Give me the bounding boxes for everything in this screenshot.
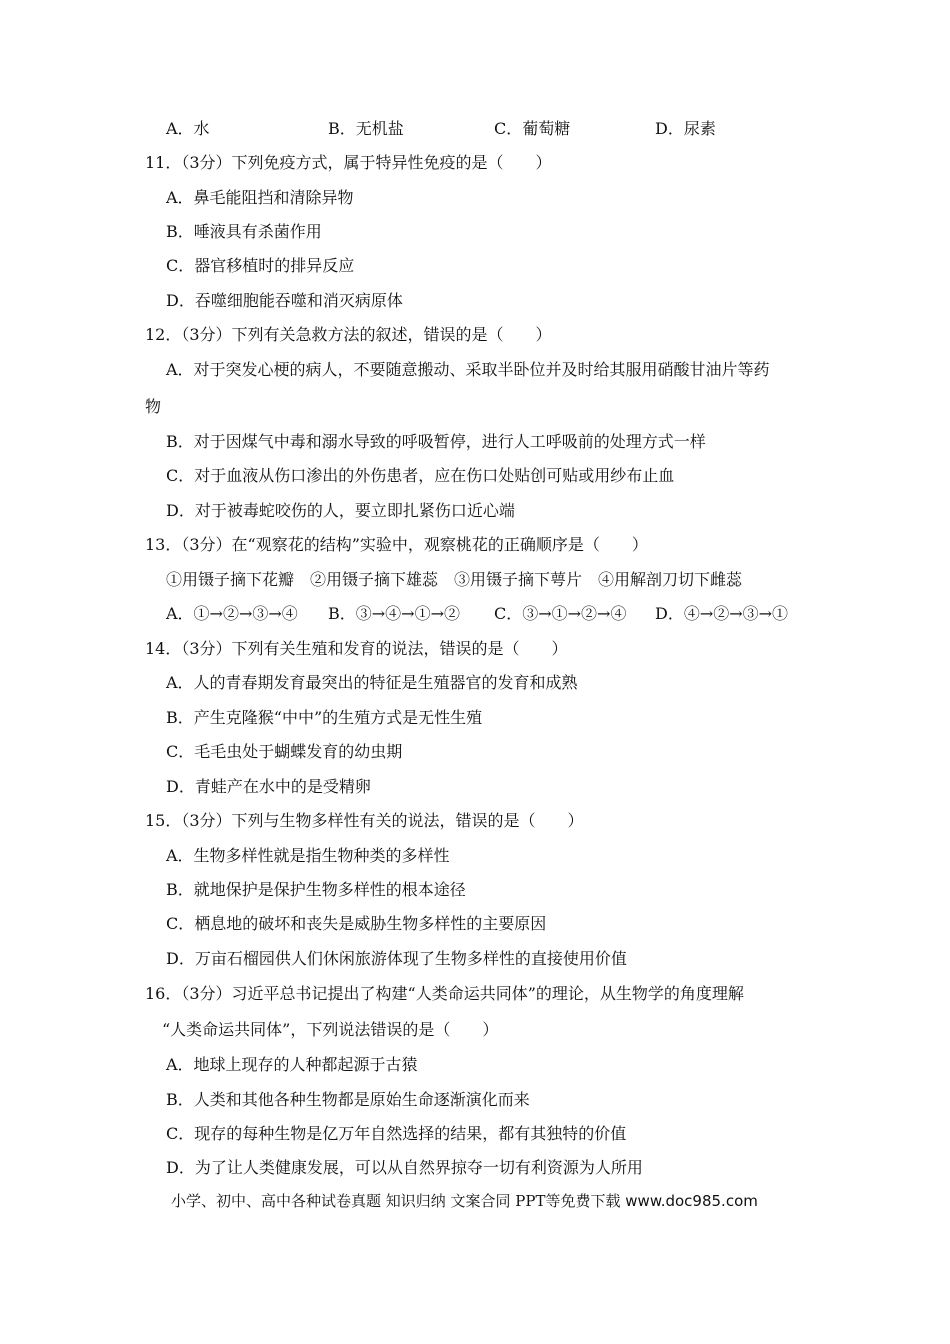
q10-option-a: A．水 xyxy=(166,119,210,138)
q16-stem-line2: “人类命运共同体”，下列说法错误的是（ ） xyxy=(162,1020,499,1039)
q11-option-b: B．唾液具有杀菌作用 xyxy=(166,222,322,241)
q13-stem: 13．（3分）在“观察花的结构”实验中，观察桃花的正确顺序是（ ） xyxy=(145,535,648,554)
q11-option-c: C．器官移植时的排异反应 xyxy=(166,256,355,275)
q11-stem: 11．（3分）下列免疫方式，属于特异性免疫的是（ ） xyxy=(145,153,552,172)
q16-option-d: D．为了让人类健康发展，可以从自然界掠夺一切有利资源为人所用 xyxy=(166,1158,643,1177)
q15-option-d: D．万亩石榴园供人们休闲旅游体现了生物多样性的直接使用价值 xyxy=(166,949,627,968)
q15-stem: 15．（3分）下列与生物多样性有关的说法，错误的是（ ） xyxy=(145,811,584,830)
q16-option-a: A．地球上现存的人种都起源于古猿 xyxy=(166,1055,418,1074)
q14-option-b: B．产生克隆猴“中中”的生殖方式是无性生殖 xyxy=(166,708,483,727)
q16-stem-line1: 16．（3分）习近平总书记提出了构建“人类命运共同体”的理论，从生物学的角度理解 xyxy=(145,984,744,1003)
q10-option-d: D．尿素 xyxy=(655,119,716,138)
q11-option-a: A．鼻毛能阻挡和清除异物 xyxy=(166,188,354,207)
q10-option-c: C．葡萄糖 xyxy=(494,119,571,138)
footer-text: 小学、初中、高中各种试卷真题 知识归纳 文案合同 PPT等免费下载 xyxy=(171,1192,621,1210)
q12-option-a-line2: 物 xyxy=(145,397,162,416)
q16-option-b: B．人类和其他各种生物都是原始生命逐渐演化而来 xyxy=(166,1090,530,1109)
q14-option-a: A．人的青春期发育最突出的特征是生殖器官的发育和成熟 xyxy=(166,673,578,692)
q13-option-b: B．③→④→①→② xyxy=(328,604,460,623)
q13-steps: ①用镊子摘下花瓣 ②用镊子摘下雄蕊 ③用镊子摘下萼片 ④用解剖刀切下雌蕊 xyxy=(166,570,743,589)
q14-option-c: C．毛毛虫处于蝴蝶发育的幼虫期 xyxy=(166,742,403,761)
q12-option-a-line1: A．对于突发心梗的病人，不要随意搬动、采取半卧位并及时给其服用硝酸甘油片等药 xyxy=(166,360,770,379)
page-footer xyxy=(171,1190,758,1211)
q13-option-a: A．①→②→③→④ xyxy=(166,604,298,623)
q13-option-d: D．④→②→③→① xyxy=(655,604,789,623)
q12-option-c: C．对于血液从伤口渗出的外伤患者，应在伤口处贴创可贴或用纱布止血 xyxy=(166,466,675,485)
q15-option-b: B．就地保护是保护生物多样性的根本途径 xyxy=(166,880,466,899)
q15-option-c: C．栖息地的破坏和丧失是威胁生物多样性的主要原因 xyxy=(166,914,547,933)
q13-option-c: C．③→①→②→④ xyxy=(494,604,627,623)
q12-option-b: B．对于因煤气中毒和溺水导致的呼吸暂停，进行人工呼吸前的处理方式一样 xyxy=(166,432,706,451)
q15-option-a: A．生物多样性就是指生物种类的多样性 xyxy=(166,846,450,865)
q12-option-d: D．对于被毒蛇咬伤的人，要立即扎紧伤口近心端 xyxy=(166,501,515,520)
q16-option-c: C．现存的每种生物是亿万年自然选择的结果，都有其独特的价值 xyxy=(166,1124,627,1143)
q12-stem: 12．（3分）下列有关急救方法的叙述，错误的是（ ） xyxy=(145,325,552,344)
footer-site-link[interactable]: www.doc985.com xyxy=(625,1192,758,1210)
q10-option-b: B．无机盐 xyxy=(328,119,404,138)
q11-option-d: D．吞噬细胞能吞噬和消灭病原体 xyxy=(166,291,403,310)
q14-option-d: D．青蛙产在水中的是受精卵 xyxy=(166,777,371,796)
q14-stem: 14．（3分）下列有关生殖和发育的说法，错误的是（ ） xyxy=(145,639,568,658)
